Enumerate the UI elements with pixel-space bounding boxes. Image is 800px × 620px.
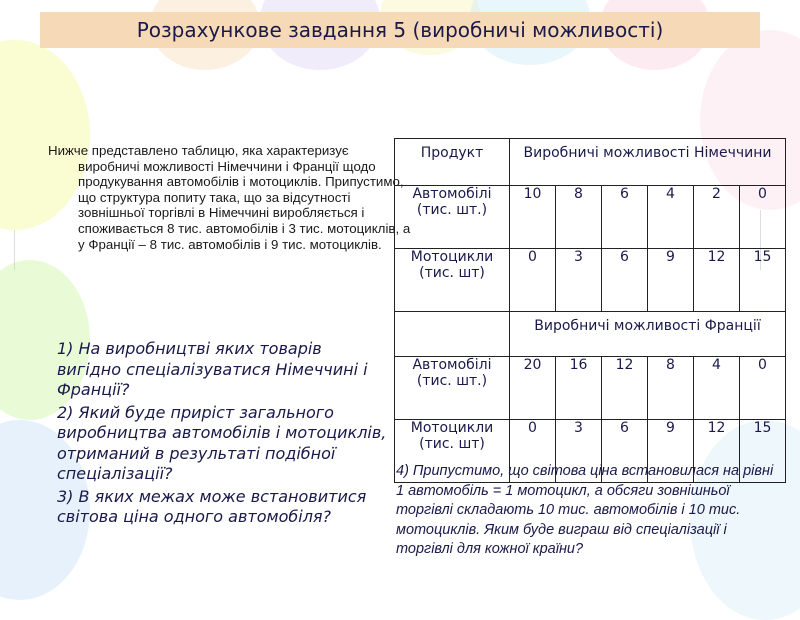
table-cell: 20 — [510, 357, 556, 420]
header-france: Виробничі можливості Франції — [510, 312, 786, 357]
table-cell: 10 — [510, 186, 556, 249]
table-cell: 4 — [648, 186, 694, 249]
questions-list — [57, 339, 387, 530]
row-label: Мотоцикли (тис. шт) — [395, 420, 510, 483]
header-product: Продукт — [395, 139, 510, 186]
table-cell: 6 — [602, 186, 648, 249]
table-cell: 2 — [694, 186, 740, 249]
row-label: Автомобілі (тис. шт.) — [395, 186, 510, 249]
title-bar — [40, 12, 760, 48]
table-cell: 0 — [510, 420, 556, 483]
table-subheader-row — [395, 312, 786, 357]
page-title: Розрахункове завдання 5 (виробничі можливості) — [136, 18, 664, 42]
question-2: 2) Який буде приріст загального виробництва автомобілів і мотоциклів, отриманий в результаті подібної спеціалізації? — [57, 402, 387, 483]
table-cell: 9 — [648, 249, 694, 312]
table-cell: 9 — [648, 420, 694, 483]
balloon-string — [14, 230, 15, 270]
table-cell: 15 — [740, 420, 786, 483]
table-cell: 16 — [556, 357, 602, 420]
question-4: 4) Припустимо, що світова ціна встановилася на рівні 1 автомобіль = 1 мотоцикл, а обсяги зовнішньої торгівлі складають 10 тис. автомобілів і 10 тис. мотоциклів. Яким буде виграш від спеціалізації і торгівлі для кожної країни? — [396, 463, 774, 557]
table-cell: 3 — [556, 249, 602, 312]
table-row — [395, 249, 786, 312]
table-cell: 3 — [556, 420, 602, 483]
empty-cell — [395, 312, 510, 357]
table-cell: 0 — [740, 186, 786, 249]
table-cell: 6 — [602, 420, 648, 483]
table-cell: 8 — [556, 186, 602, 249]
table-cell: 15 — [740, 249, 786, 312]
table-cell: 0 — [740, 357, 786, 420]
production-table — [394, 138, 786, 483]
table-row — [395, 357, 786, 420]
question-1: 1) На виробництві яких товарів вигідно спеціалізуватися Німеччині і Франції? — [57, 339, 368, 399]
row-label: Мотоцикли (тис. шт) — [395, 249, 510, 312]
table-cell: 8 — [648, 357, 694, 420]
table-cell: 6 — [602, 249, 648, 312]
intro-text: Нижче представлено таблицю, яка характеризує виробничі можливості Німеччини і Франції щодо продукування автомобілів і мотоциклів. Припустимо, що структура попиту така, що за відсутності зовнішньої торгівлі в Німеччині виробляється і споживається 8 тис. автомобілів і 3 тис. мотоциклів, а у Франції – 8 тис. автомобілів і 9 тис. мотоциклів. — [48, 143, 411, 252]
table-cell: 4 — [694, 357, 740, 420]
table-cell: 12 — [694, 249, 740, 312]
table-cell: 12 — [694, 420, 740, 483]
table-cell: 0 — [510, 249, 556, 312]
row-label: Автомобілі (тис. шт.) — [395, 357, 510, 420]
header-germany: Виробничі можливості Німеччини — [510, 139, 786, 186]
table-row — [395, 186, 786, 249]
table-header-row — [395, 139, 786, 186]
table-cell: 12 — [602, 357, 648, 420]
question-3: 3) В яких межах може встановитися світова ціна одного автомобіля? — [57, 486, 367, 526]
